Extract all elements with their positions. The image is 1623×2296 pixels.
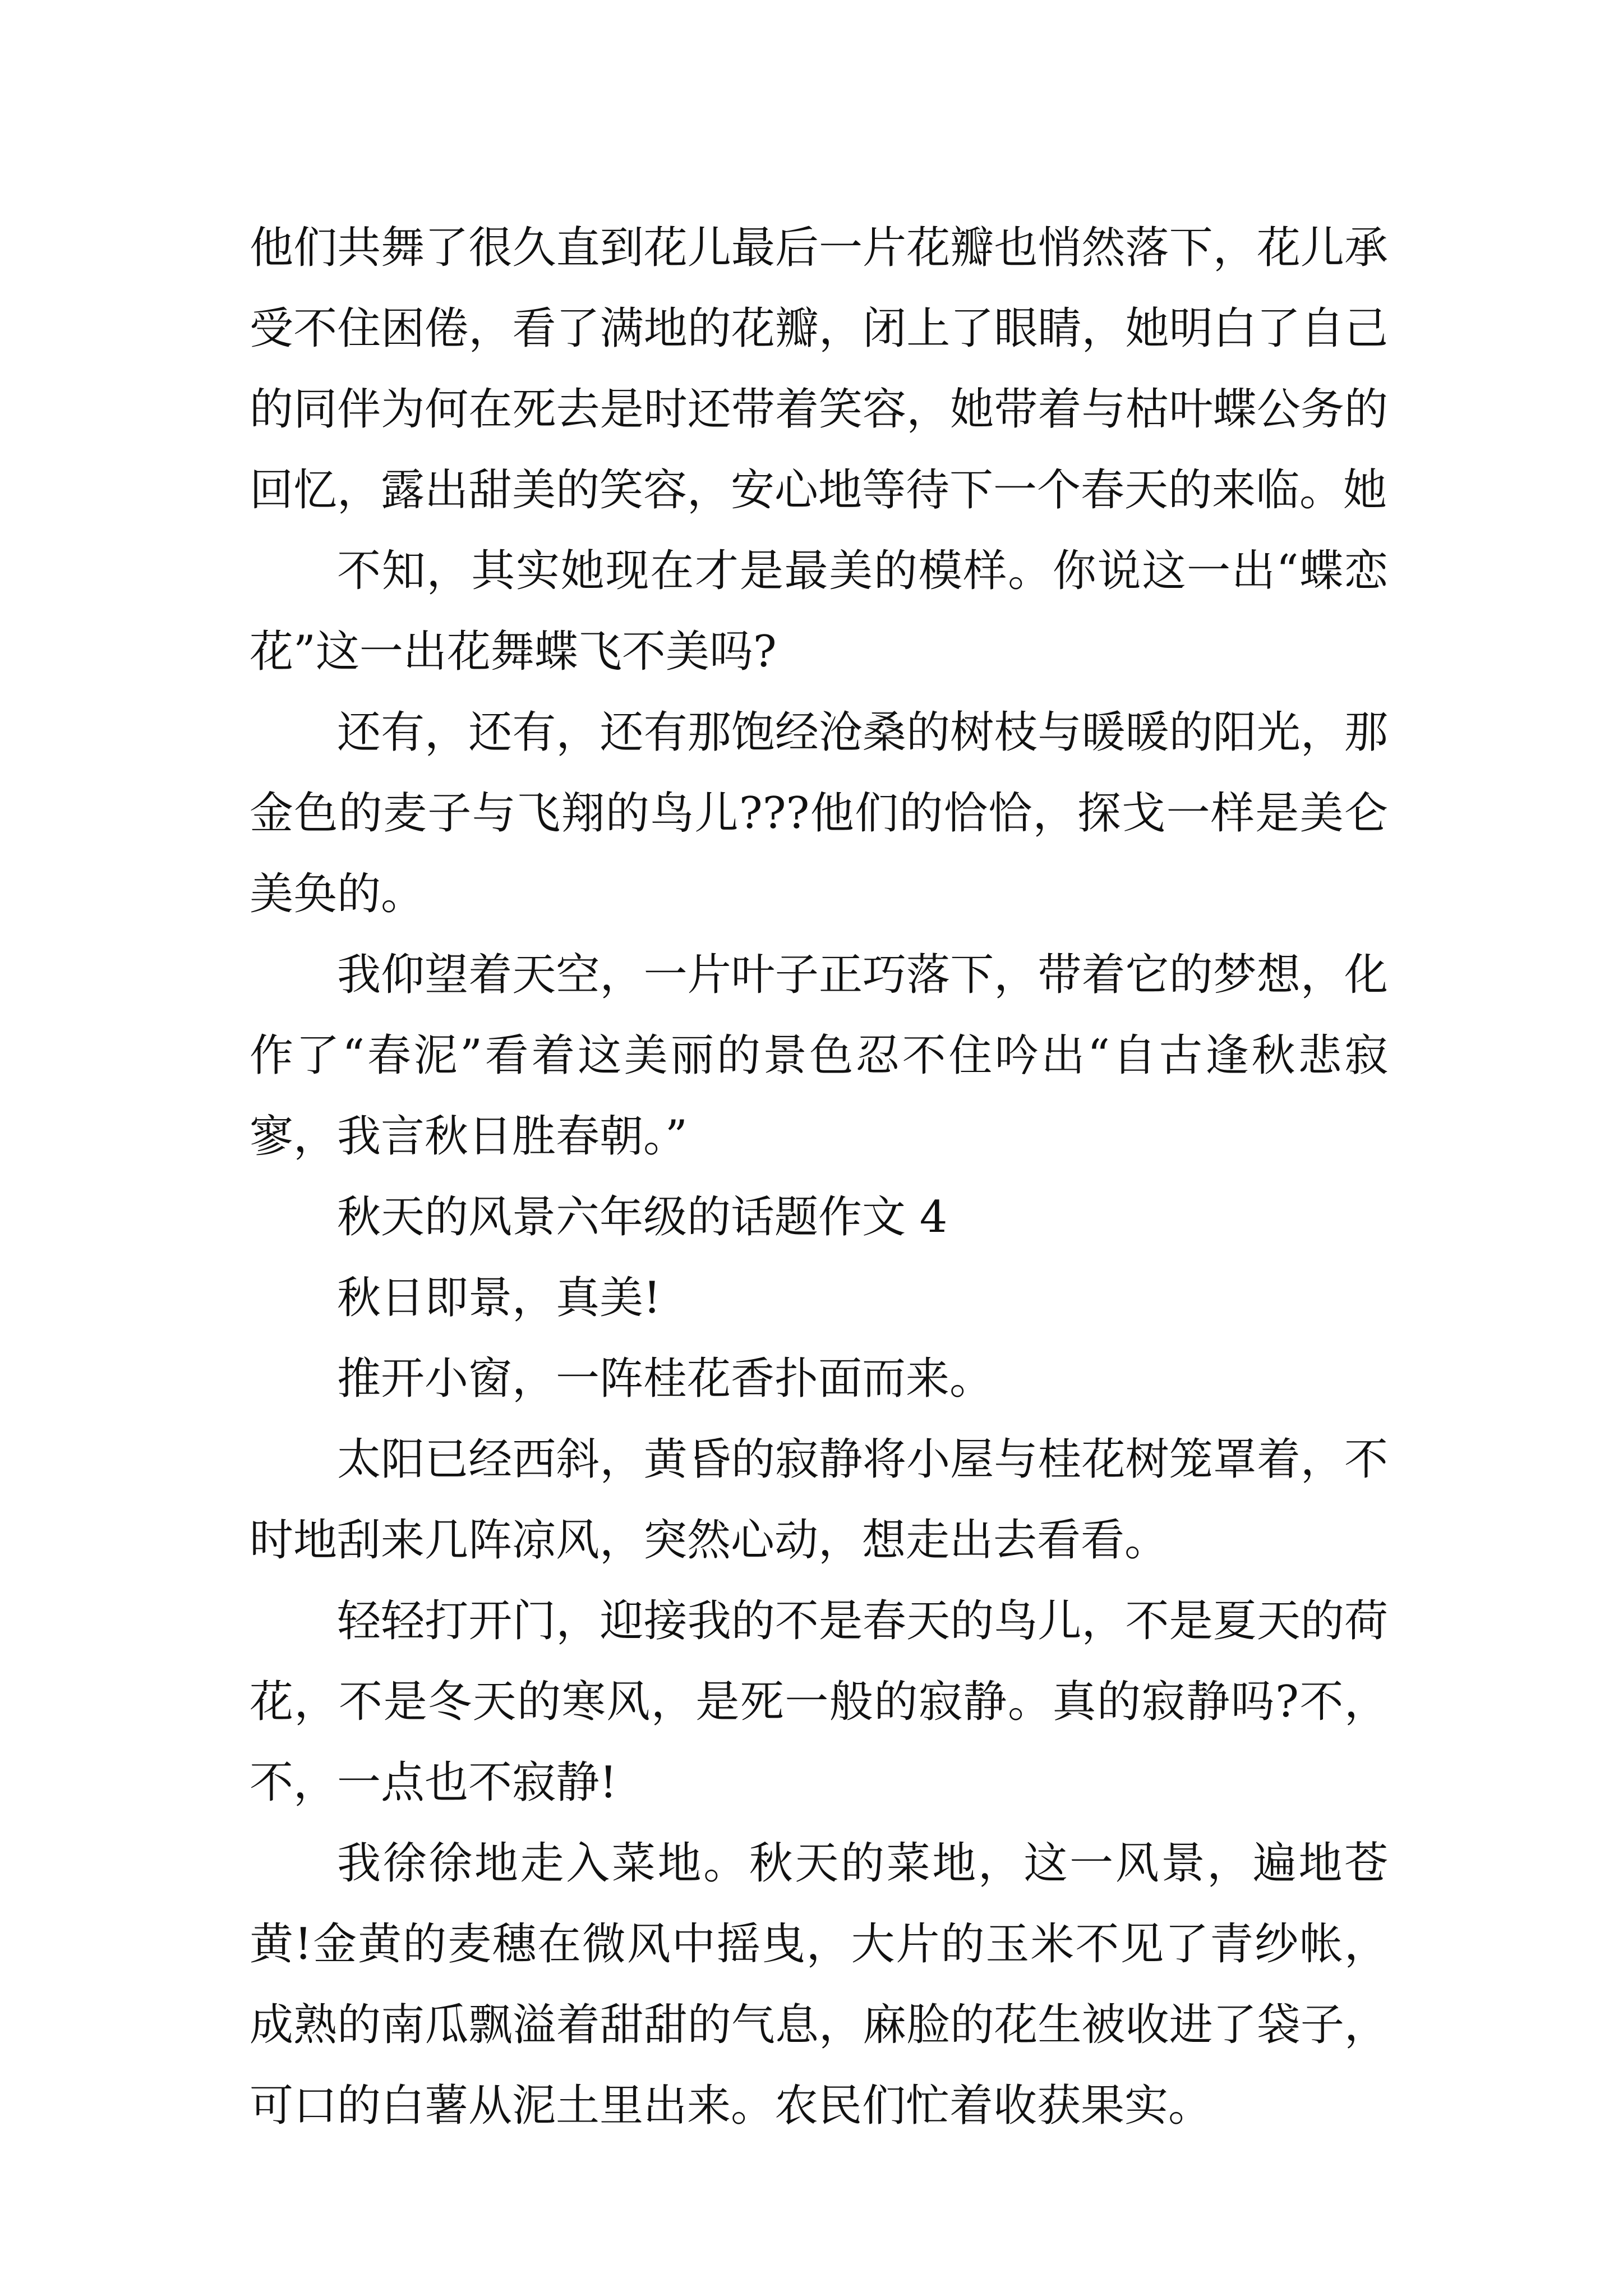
- paragraph: 推开小窗，一阵桂花香扑面而来。: [337, 1354, 994, 1404]
- paragraph: 他们共舞了很久直到花儿最后一片花瓣也悄然落下，花儿承受不住困倦，看了满地的花瓣，闭上了眼睛，她明白了自己的同伴为何在死去是时还带着笑容，她带着与枯叶蝶公务的回忆，露出甜美的笑容，安心地等待下一个春天的来临。她: [250, 223, 1388, 516]
- paragraph: 不知，其实她现在才是最美的模样。你说这一出“蝶恋花”这一出花舞蝶飞不美吗?: [250, 546, 1388, 677]
- paragraph: 轻轻打开门，迎接我的不是春天的鸟儿，不是夏天的荷花，不是冬天的寒风，是死一般的寂静。真的寂静吗?不，不，一点也不寂静!: [250, 1596, 1388, 1808]
- section-heading: 秋天的风景六年级的话题作文 4: [337, 1192, 948, 1243]
- paragraph: 太阳已经西斜，黄昏的寂静将小屋与桂花树笼罩着，不时地刮来几阵凉风，突然心动，想走出去看看。: [250, 1434, 1388, 1566]
- paragraph: 我仰望着天空，一片叶子正巧落下，带着它的梦想，化作了“春泥”看着这美丽的景色忍不住吟出“自古逢秋悲寂寥，我言秋日胜春朝。”: [250, 950, 1388, 1162]
- paragraph: 我徐徐地走入菜地。秋天的菜地，这一风景，遍地苍黄!金黄的麦穗在微风中摇曳，大片的玉米不见了青纱帐，成熟的南瓜飘溢着甜甜的气息，麻脸的花生被收进了袋子，可口的白薯从泥土里出来。农民们忙着收获果实。: [250, 1838, 1388, 2131]
- document-body: [250, 208, 1388, 2146]
- paragraph: 秋日即景，真美!: [337, 1273, 661, 1323]
- paragraph: 还有，还有，还有那饱经沧桑的树枝与暖暖的阳光，那金色的麦子与飞翔的鸟儿???他们的恰恰，探戈一样是美仑美奂的。: [250, 707, 1388, 919]
